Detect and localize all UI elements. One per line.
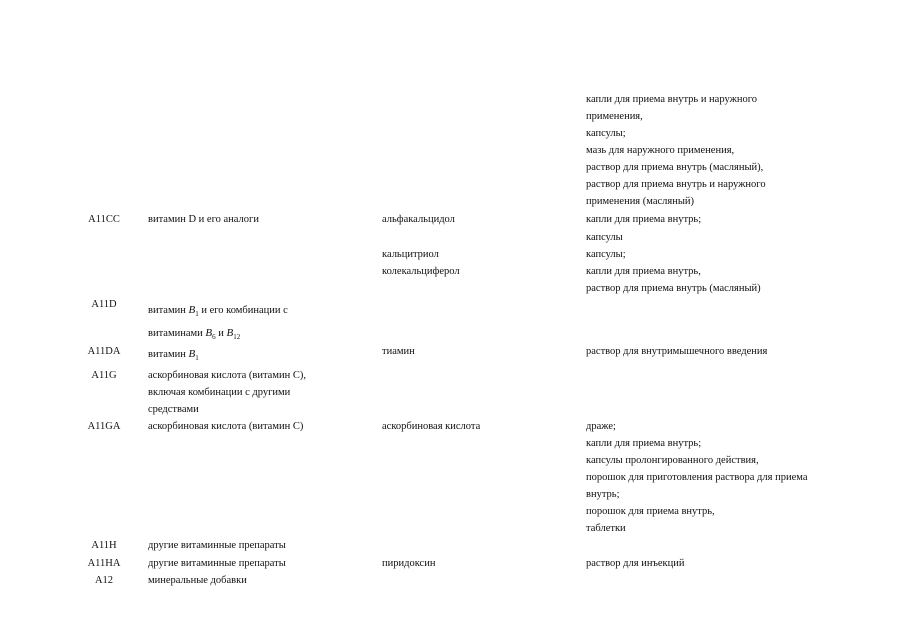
vitamin-b6-symbol: $B_6$ [205,327,216,342]
group-name: другие витаминные препараты [148,540,286,551]
group-name [148,304,288,320]
name-text: и его комбинации с [201,305,288,316]
form-text: капли для приема внутрь и наружного [586,94,757,105]
atc-code: A11CC [88,214,120,225]
name-text: витамин [148,305,186,316]
form-text: порошок для приема внутрь, [586,506,715,517]
name-text: витаминами [148,328,203,339]
group-name: включая комбинации с другими [148,387,291,398]
form-text: капли для приема внутрь; [586,438,702,449]
group-name: аскорбиновая кислота (витамин С) [148,421,304,432]
form-text: раствор для приема внутрь и наружного [586,179,766,190]
group-name: средствами [148,404,199,415]
vitamin-b12-symbol: $B_{12}$ [226,327,241,342]
form-text: внутрь; [586,489,620,500]
inn-name: тиамин [382,346,415,357]
form-text: раствор для приема внутрь (масляный) [586,283,761,294]
name-text: витамин [148,349,186,360]
atc-code: A11HA [87,558,121,569]
atc-code: A11D [91,299,117,310]
atc-code: A11GA [87,421,121,432]
form-text: таблетки [586,523,626,534]
form-text: применения, [586,111,643,122]
form-text: мазь для наружного применения, [586,145,735,156]
form-text: порошок для приготовления раствора для приема [586,472,808,483]
inn-name: пиридоксин [382,558,436,569]
inn-name: кальцитриол [382,249,439,260]
form-text: драже; [586,421,616,432]
form-text: капсулы; [586,249,626,260]
form-text: капли для приема внутрь; [586,214,702,225]
inn-name: аскорбиновая кислота [382,421,481,432]
inn-name: альфакальцидол [382,214,455,225]
form-text: капсулы [586,232,623,243]
form-text: капли для приема внутрь, [586,266,701,277]
group-name: витамин D и его аналоги [148,214,259,225]
group-name: минеральные добавки [148,575,247,586]
atc-code: A11DA [87,346,121,357]
atc-code: A12 [94,575,114,586]
form-text: применения (масляный) [586,196,695,207]
form-text: раствор для инъекций [586,558,685,569]
inn-name: колекальциферол [382,266,460,277]
name-text: и [218,328,224,339]
vitamin-b1-symbol: $B_1$ [188,348,199,363]
form-text: капсулы пролонгированного действия, [586,455,759,466]
form-text: капсулы; [586,128,626,139]
group-name: другие витаминные препараты [148,558,286,569]
vitamin-b1-symbol: $B_1$ [188,304,199,319]
group-name: аскорбиновая кислота (витамин С), [148,370,306,381]
atc-code: A11G [91,370,117,381]
atc-code: A11H [91,540,117,551]
form-text: раствор для внутримышечного введения [586,346,768,357]
group-name [148,348,199,364]
group-name-line2 [148,327,240,343]
form-text: раствор для приема внутрь (масляный), [586,162,764,173]
